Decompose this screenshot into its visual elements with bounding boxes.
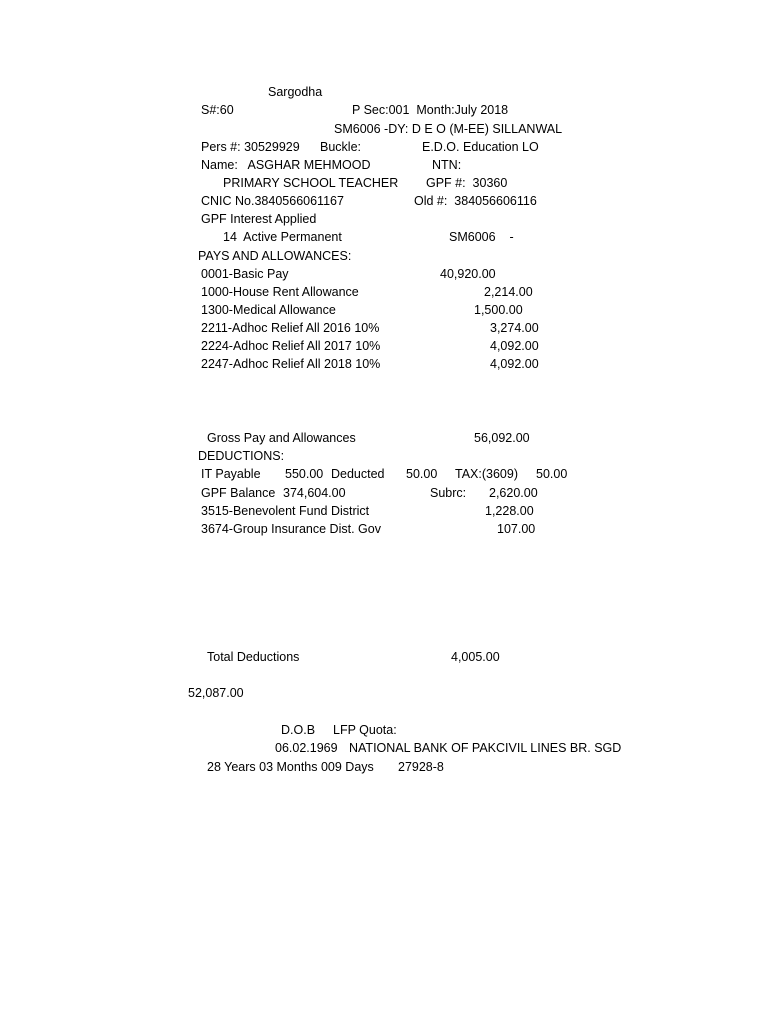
pay-item-amount: 4,092.00	[490, 357, 539, 371]
deducted-label: Deducted	[331, 467, 385, 481]
bank-name: NATIONAL BANK OF PAKCIVIL LINES BR. SGD	[349, 741, 622, 755]
subrc-label: Subrc:	[430, 486, 467, 500]
gpf-balance-label: GPF Balance	[201, 486, 276, 500]
dob-label: D.O.B	[281, 723, 316, 737]
pers-number: Pers #: 30529929	[201, 140, 300, 154]
deduction-item-label: 3515-Benevolent Fund District	[201, 504, 370, 518]
city: Sargodha	[268, 85, 323, 99]
gpf-balance-value: 374,604.00	[283, 486, 346, 500]
total-deductions-label: Total Deductions	[207, 650, 300, 664]
office: SM6006 -DY: D E O (M-EE) SILLANWAL	[334, 122, 563, 136]
service-length: 28 Years 03 Months 009 Days	[207, 760, 374, 774]
deductions-heading: DEDUCTIONS:	[198, 449, 285, 463]
pay-item-label: 0001-Basic Pay	[201, 267, 289, 281]
gpf-number: GPF #: 30360	[426, 176, 508, 190]
pay-item-amount: 2,214.00	[484, 285, 533, 299]
ntn-label: NTN:	[432, 158, 462, 172]
tax-label: TAX:(3609)	[455, 467, 518, 481]
pay-item-amount: 3,274.00	[490, 321, 539, 335]
buckle-label: Buckle:	[320, 140, 361, 154]
lfp-quota-label: LFP Quota:	[333, 723, 397, 737]
pay-item-amount: 40,920.00	[440, 267, 496, 281]
gross-pay-amount: 56,092.00	[474, 431, 530, 445]
cnic-number: CNIC No.3840566061167	[201, 194, 344, 208]
gpf-interest: GPF Interest Applied	[201, 212, 317, 226]
dob-value: 06.02.1969	[275, 741, 338, 755]
department: E.D.O. Education LO	[422, 140, 539, 154]
serial-number: S#:60	[201, 103, 234, 117]
employment-status: 14 Active Permanent	[223, 230, 342, 244]
account-number: 27928-8	[398, 760, 444, 774]
employee-name: Name: ASGHAR MEHMOOD	[201, 158, 371, 172]
pay-item-label: 2224-Adhoc Relief All 2017 10%	[201, 339, 381, 353]
pay-item-amount: 4,092.00	[490, 339, 539, 353]
it-payable-label: IT Payable	[201, 467, 261, 481]
tax-value: 50.00	[536, 467, 568, 481]
total-deductions-amount: 4,005.00	[451, 650, 500, 664]
deduction-item-amount: 1,228.00	[485, 504, 534, 518]
pays-heading: PAYS AND ALLOWANCES:	[198, 249, 352, 263]
deduction-item-label: 3674-Group Insurance Dist. Gov	[201, 522, 381, 536]
pay-item-label: 1300-Medical Allowance	[201, 303, 336, 317]
net-pay: 52,087.00	[188, 686, 244, 700]
it-payable-value: 550.00	[285, 467, 324, 481]
pay-item-label: 2211-Adhoc Relief All 2016 10%	[201, 321, 380, 335]
deduction-item-amount: 107.00	[497, 522, 536, 536]
subrc-value: 2,620.00	[489, 486, 538, 500]
old-number: Old #: 384056606116	[414, 194, 537, 208]
gross-pay-label: Gross Pay and Allowances	[207, 431, 356, 445]
pay-item-amount: 1,500.00	[474, 303, 523, 317]
pay-item-label: 1000-House Rent Allowance	[201, 285, 359, 299]
deducted-value: 50.00	[406, 467, 438, 481]
period: P Sec:001 Month:July 2018	[352, 103, 509, 117]
office-code: SM6006 -	[449, 230, 514, 244]
pay-item-label: 2247-Adhoc Relief All 2018 10%	[201, 357, 381, 371]
designation: PRIMARY SCHOOL TEACHER	[223, 176, 399, 190]
